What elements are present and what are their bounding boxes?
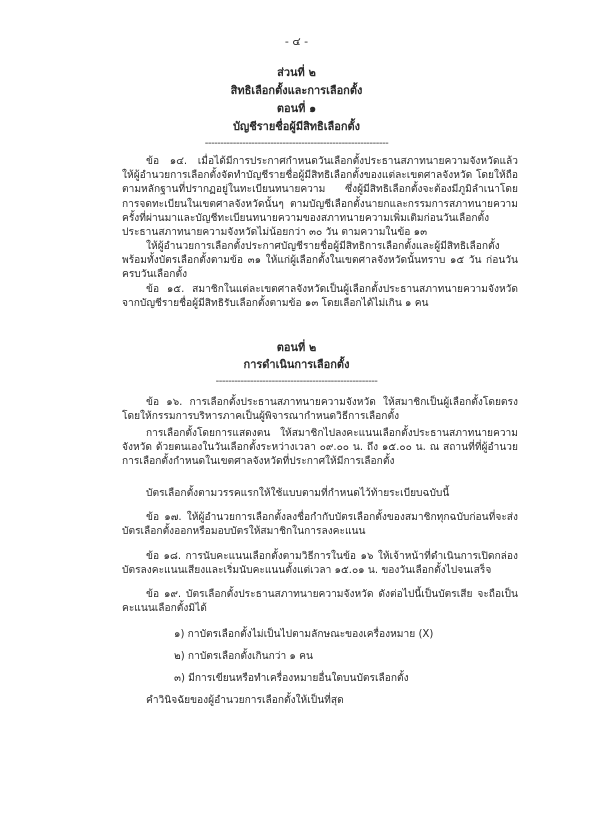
clause-14-text: ข้อ ๑๔. เมื่อได้มีการประกาศกำหนดวันเลือกตั้งประธานสภาทนายความจังหวัดแล้ว ให้ผู้อำนวยการเลือกตั้งจัดทำบัญชีรายชื่อผู้มีสิทธิเลือกตั้งของแต่ละเขตศาลจังหวัด โดยให้ถือตามหลักฐานที่ปรากฏอยู่ในทะเบียนทนายความ ซึ่งผู้มีสิทธิเลือกตั้งจะต้องมีภูมิลำเนาโดยการจดทะเบียนในเขตศาลจังหวัดนั้นๆ ตามบัญชีเลือกตั้งนายกและกรรมการสภาทนายความครั้งที่ผ่านมาและบัญชีทะเบียนทนายความของสภาทนายความเพิ่มเติมก่อนวันเลือกตั้งประธานสภาทนายความจังหวัดไม่น้อยกว่า ๓๐ วัน ตามความในข้อ ๑๓ bbox=[122, 156, 518, 239]
paragraph-clause-14 bbox=[122, 155, 518, 240]
section1-divider: ----------------------------------------------------------- bbox=[204, 138, 389, 149]
part-title: สิทธิเลือกตั้งและการเลือกตั้ง bbox=[230, 84, 363, 97]
paragraph-clause-16-b bbox=[122, 427, 518, 470]
paragraph-clause-19 bbox=[122, 588, 518, 616]
part-label: ส่วนที่ ๒ bbox=[277, 66, 316, 79]
clause-19-text: ข้อ ๑๙. บัตรเลือกตั้งประธานสภาทนายความจังหวัด ดังต่อไปนี้เป็นบัตรเสีย จะถือเป็นคะแนนเลือกตั้งมิได้ bbox=[122, 589, 518, 615]
clause-15-text: ข้อ ๑๕. สมาชิกในแต่ละเขตศาลจังหวัดเป็นผู้เลือกตั้งประธานสภาทนายความจังหวัดจากบัญชีรายชื่อผู้มีสิทธิรับเลือกตั้งตามข้อ ๑๓ โดยเลือกได้ไม่เกิน ๑ คน bbox=[122, 284, 518, 310]
paragraph-clause-15 bbox=[122, 283, 518, 311]
page-number: - ๔ - bbox=[284, 35, 309, 48]
section2-divider: ---------------------------------------------------- bbox=[215, 376, 378, 387]
section2-label: ตอนที่ ๒ bbox=[276, 341, 317, 354]
clause-16c-text: บัตรเลือกตั้งตามวรรคแรกให้ใช้แบบตามที่กำหนดไว้ท้ายระเบียบฉบับนี้ bbox=[146, 488, 450, 499]
paragraph-final-ruling bbox=[122, 694, 518, 708]
list-item-other-marks: ๓) มีการเขียนหรือทำเครื่องหมายอื่นใดบนบัตรเลือกตั้ง bbox=[174, 673, 409, 684]
paragraph-clause-16-c bbox=[122, 487, 518, 501]
clause-16b-text: การเลือกตั้งโดยการแสดงตน ให้สมาชิกไปลงคะแนนเลือกตั้งประธานสภาทนายความจังหวัด ด้วยตนเองในวันเลือกตั้งระหว่างเวลา ๐๙.๐๐ น. ถึง ๑๕.๐๐ น. ณ สถานที่ที่ผู้อำนวยการเลือกตั้งกำหนดในเขตศาลจังหวัดที่ประกาศให้มีการเลือกตั้ง bbox=[122, 428, 518, 468]
final-ruling-text: คำวินิจฉัยของผู้อำนวยการเลือกตั้งให้เป็นที่สุด bbox=[146, 695, 344, 706]
paragraph-clause-17 bbox=[122, 511, 518, 539]
section1-label: ตอนที่ ๑ bbox=[276, 102, 317, 115]
paragraph-clause-14-b bbox=[122, 240, 518, 283]
list-item-too-many: ๒) กาบัตรเลือกตั้งเกินกว่า ๑ คน bbox=[174, 651, 313, 662]
clause-14b-text: ให้ผู้อำนวยการเลือกตั้งประกาศบัญชีรายชื่อผู้มีสิทธิการเลือกตั้งและผู้มีสิทธิเลือกตั้งพร้อมทั้งบัตรเลือกตั้งตามข้อ ๓๑ ให้แก่ผู้เลือกตั้งในเขตศาลจังหวัดนั้นทราบ ๑๕ วัน ก่อนวันครบวันเลือกตั้ง bbox=[122, 241, 518, 281]
clause-16-text: ข้อ ๑๖. การเลือกตั้งประธานสภาทนายความจังหวัด ให้สมาชิกเป็นผู้เลือกตั้งโดยตรง โดยให้กรรมการบริหารภาคเป็นผู้พิจารณากำหนดวิธีการเลือกตั้ง bbox=[122, 397, 518, 423]
paragraph-clause-18 bbox=[122, 550, 518, 578]
paragraph-clause-16 bbox=[122, 396, 518, 424]
clause-18-text: ข้อ ๑๘. การนับคะแนนเลือกตั้งตามวิธีการในข้อ ๑๖ ให้เจ้าหน้าที่ดำเนินการเปิดกล่องบัตรลงคะแนนเสียงและเริ่มนับคะแนนตั้งแต่เวลา ๑๕.๐๑ น. ของวันเลือกตั้งไปจนเสร็จ bbox=[122, 551, 518, 577]
list-item-invalid-mark: ๑) กาบัตรเลือกตั้งไม่เป็นไปตามลักษณะของเครื่องหมาย (X) bbox=[174, 629, 434, 640]
section2-title: การดำเนินการเลือกตั้ง bbox=[243, 358, 350, 371]
section1-title: บัญชีรายชื่อผู้มีสิทธิเลือกตั้ง bbox=[232, 120, 361, 133]
clause-17-text: ข้อ ๑๗. ให้ผู้อำนวยการเลือกตั้งลงชื่อกำกับบัตรเลือกตั้งของสมาชิกทุกฉบับก่อนที่จะส่งบัตรเลือกตั้งออกหรือมอบบัตรให้สมาชิกในการลงคะแนน bbox=[122, 512, 518, 538]
